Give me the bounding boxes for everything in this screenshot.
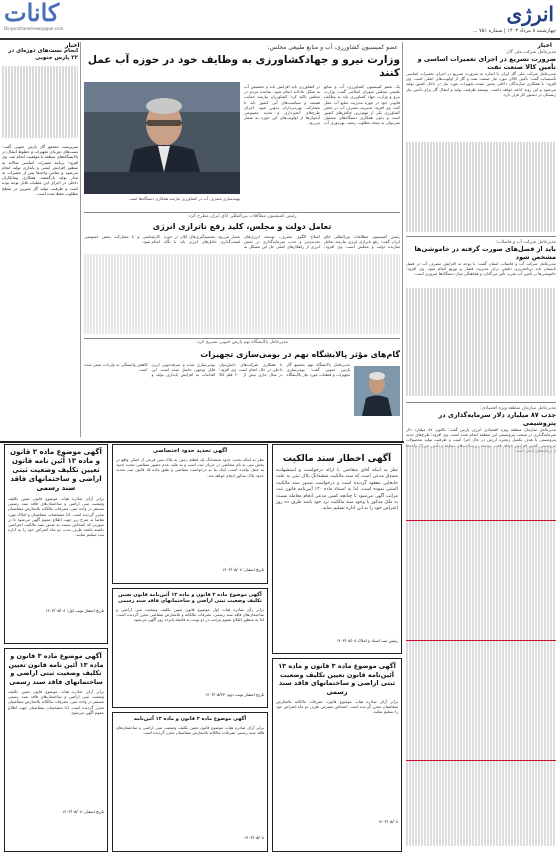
- ad-3-title: آگهی اخطار سند مالکیت: [282, 454, 392, 464]
- ad-3-body: نظر به اینکه آقای متقاضی با ارائه درخواست و استشهادیه مصدق مدعی است که سند مالکیت ششدانگ پلاک ثبتی به علت جابجایی مفقود گردیده است و درخواست صدور سند مالکیت المثنی نموده است، لذا به استناد ماده ۱۲۰ آیین‌نامه قانون ثبت مراتب آگهی می‌شود تا چنانچه کسی مدعی انجام معامله نسبت به ملک مذکور یا وجود سند مالکیت نزد خود باشد ظرف ده روز اعتراض خود را به این اداره تسلیم نماید.: [276, 468, 398, 512]
- ad-4-title: آگهی موضوع ماده ۳ قانون و ماده ۱۳ آئین‌نامه قانون تعیین تکلیف وضعیت ثبتی اراضی و ساختمانهای فاقد سند رسمی: [118, 592, 262, 604]
- ad-1-title: آگهی موضوع ماده ۳ قانون و ماده ۱۳ آئین نامه قانون تعیین تکلیف وضعیت ثبتی اراضی و ساختمانهای فاقد سند رسمی: [10, 448, 102, 492]
- left-col-headline: انجام تست‌های دوره‌ای در ۲۲ پارس جنوبی: [8, 48, 78, 61]
- refinery-photo-figure: [354, 366, 400, 416]
- ad-2: [112, 444, 268, 584]
- section-label-right: اخبار: [537, 42, 552, 49]
- ad-7: [272, 658, 402, 852]
- ad-4: [112, 588, 268, 708]
- ad-6-body: برابر آرای صادره هیات موضوع قانون تعیین تکلیف وضعیت ثبتی اراضی و ساختمان‌های فاقد سند رسمی تصرفات مالکانه بلامعارض متقاضیان محرز گردیده است.: [116, 725, 264, 736]
- refinery-body: مدیرعامل پالایشگاه نهم مجتمع گاز پارس جنوبی گفت: بومی‌سازی تجهیزات و قطعات مورد نیاز پالایشگاه با همکاری شرکت‌های دانش‌بنیان داخلی در حال انجام است. وی افزود: در سال جاری بیش از ۲۰۰ قلم کالا بومی‌سازی شده و صرفه‌جویی ارزی قابل توجهی حاصل شده است. این اقدامات به افزایش پایداری تولید و کاهش وابستگی به واردات منجر شده است.: [84, 362, 350, 378]
- ad-2-body: نظر به اینکه تحدید حدود ششدانگ یک قطعه زمین به پلاک ثبتی فرعی از اصلی واقع در بخش ثبتی به نام متقاضی در جریان ثبت است و به علت عدم حضور متقاضی تحدید حدود به عمل نیامده است، اینک بنا به درخواست متقاضی و طبق ماده ۱۵ قانون ثبت تحدید حدود پلاک مذکور انجام خواهد شد.: [116, 457, 264, 478]
- right-story-1: [406, 50, 556, 140]
- mid-kicker: رئیس کمیسیون مطالعات بین‌المللی اتاق ایران مطرح کرد:: [187, 214, 297, 219]
- right-story-2-headline: باید از فصل‌های صورت گرفته در خاموشی‌ها مشخص شود: [414, 245, 556, 261]
- ad-5-body: برابر آرای صادره هیات موضوع قانون تعیین تکلیف وضعیت ثبتی اراضی و ساختمان‌های فاقد سند رسمی مستقر در واحد ثبتی، تصرفات مالکانه بلامعارض متقاضیان محرز گردیده است. لذا مشخصات متقاضیان جهت اطلاع عموم آگهی می‌شود.: [8, 689, 104, 715]
- ad-3-date: رئیس ثبت اسناد و املاک ۱۴۰۳/۰۵/۰۸: [336, 638, 398, 643]
- right-story-2-body: مدیرعامل شرکت آب و فاضلاب استان گفت: با توجه به افزایش مصرف آب در فصل تابستان باید برنامه‌ریزی دقیقی برای مدیریت فشار و توزیع انجام شود. وی افزود: خاموشی‌ها بر تأمین آب شرب تأثیر می‌گذارد و هماهنگی میان دستگاه‌ها ضروری است.: [406, 261, 556, 277]
- masthead-date-line: چهارشنبه ۸ مرداد ۱۴۰۳ | شماره ۷۵۱ ...: [472, 28, 556, 34]
- refinery-headline: گام‌های مؤثر پالایشگاه نهم در بومی‌سازی تجهیزات: [200, 350, 400, 359]
- left-col-body: سرپرست مجتمع گاز پارس جنوبی گفت: تست‌های دوره‌ای تجهیزات و خطوط انتقال در پالایشگاه‌های منطقه با موفقیت انجام شد. وی افزود: برنامه تعمیرات اساسی سالانه به منظور افزایش ایمنی و پایداری تولید انجام می‌شود و تمامی واحدها پس از تعمیرات به مدار تولید بازگشتند. همکاری پیمانکاران داخلی در اجرای این عملیات قابل توجه بوده است و ظرفیت تولید گاز شیرین در سطح مطلوب حفظ شده است.: [2, 144, 78, 196]
- refinery-photo: [354, 366, 400, 416]
- ad-5: [4, 648, 108, 852]
- right-story-1-headline: ضرورت تسریع در اجرای تعمیرات اساسی و تأمین کالا صنعت نفت: [417, 55, 556, 71]
- mid-body: رئیس کمیسیون مطالعات بین‌المللی اتاق ایران گفت: رفع ناترازی انرژی نیازمند تعامل سازنده دولت و مجلس است. وی افزود: اصلاح الگوی مصرف، توسعه انرژی‌های تجدیدپذیر و جذب سرمایه‌گذاری در بخش انرژی از راهکارهای اصلی حل این مشکل به شمار می‌رود. تصمیم‌گیری‌های کلان در حوزه قیمت‌گذاری حامل‌های انرژی باید با نگاه کارشناسی و با مشارکت بخش خصوصی انجام شود.: [84, 234, 400, 250]
- ad-7-body: برابر آرای صادره هیات موضوع قانون، تصرفات مالکانه بلامعارض متقاضیان محرز گردیده است. اشخاص معترض ظرف دو ماه اعتراض خود را تسلیم نمایند.: [276, 699, 398, 715]
- right-story-3-kicker: مدیرعامل سازمان منطقه ویژه اقتصادی:: [480, 406, 556, 411]
- masthead: [0, 0, 560, 40]
- left-col: [2, 48, 78, 438]
- lead-kicker: عضو کمیسیون کشاورزی، آب و منابع طبیعی مجلس:: [267, 44, 398, 51]
- lead-photo-figure: [84, 82, 240, 194]
- ad-7-date: ۱۴۰۳/۰۵/۰۸: [378, 819, 398, 824]
- right-story-3-body: مدیرعامل سازمان منطقه ویژه اقتصادی انرژی پارس گفت: تاکنون ۸۷ میلیارد دلار سرمایه‌گذاری در صنعت پتروشیمی این منطقه انجام شده است. وی افزود: طرح‌های جدید پتروشیمی با هدف تکمیل زنجیره ارزش در حال اجرا است و ظرفیت تولید محصولات: [406, 427, 556, 443]
- right-col-red-rule-3: [406, 760, 556, 761]
- ad-4-body: برابر رأی صادره هیات اول موضوع قانون تعیین تکلیف وضعیت ثبتی اراضی و ساختمان‌های فاقد سند رسمی، تصرفات مالکانه و بلامعارض متقاضی محرز گردیده است. لذا به منظور اطلاع عموم مراتب در دو نوبت به فاصله پانزده روز آگهی می‌شود.: [116, 607, 264, 623]
- lead-photo-caption: بهینه‌سازی مصرف آب در کشاورزی نیازمند همکاری دستگاه‌ها است: [129, 196, 240, 201]
- ad-5-date: تاریخ انتشار: ۱۴۰۳/۰۵/۰۸: [62, 809, 104, 814]
- ad-3: [272, 444, 402, 654]
- lead-body: یک عضو کمیسیون کشاورزی، آب و منابع طبیعی مجلس شورای اسلامی گفت: وزارت نیرو و وزارت جهاد کشاورزی باید به وظایف قانونی خود در حوزه مدیریت منابع آب عمل کنند. وی افزود: مدیریت مصرف آب در بخش کشاورزی یکی از مهم‌ترین چالش‌های کشور است و بدون همکاری دستگاه‌های مسئول نمی‌توان به نتیجه مطلوب رسید. بهره‌وری آب در کشاورزی باید افزایش یابد و تخصیص آب به شکل عادلانه انجام شود. نماینده مردم در مجلس تاکید کرد: کشاورزان نیازمند حمایت هستند و سیاست‌های آبی کشور باید با مشارکت بهره‌برداران تدوین شود. اجرای طرح‌های آبخیزداری و تغذیه مصنوعی آبخوان‌ها از اولویت‌های این حوزه به شمار می‌رود.: [244, 84, 400, 126]
- ad-5-title: آگهی موضوع ماده ۳ قانون و ماده ۱۳ آئین نامه قانون تعیین تکلیف وضعیت ثبتی اراضی و ساختمانهای فاقد سند رسمی: [8, 652, 104, 686]
- ad-6: [112, 712, 268, 852]
- ad-1: [4, 444, 108, 644]
- logo-left: [4, 0, 94, 34]
- right-story-2: [406, 240, 556, 400]
- ad-1-body: برابر آرای صادره هیات موضوع قانون تعیین تکلیف وضعیت ثبتی اراضی و ساختمان‌های فاقد سند رسمی مستقر در واحد ثبتی، تصرفات مالکانه بلامعارض متقاضیان محرز گردیده است. لذا مشخصات متقاضیان و املاک مورد تقاضا به شرح زیر جهت اطلاع عموم آگهی می‌شود تا در صورتی که اشخاص نسبت به صدور سند مالکیت اعتراضی داشته باشند ظرف مدت دو ماه اعتراض خود را به اداره ثبت تسلیم نمایند.: [8, 496, 104, 538]
- logo-left-url: Dinyar.khanetnewspaper.com: [4, 26, 64, 31]
- right-story-1-body: مدیرعامل شرکت ملی گاز ایران با اشاره به ضرورت تسریع در اجرای تعمیرات اساسی تأسیسات گفت: تأمین کالای مورد نیاز صنعت نفت و گاز از اولویت‌های اصلی است. وی افزود: با همکاری سازندگان داخلی بخش عمده تجهیزات مورد نیاز در داخل کشور تولید می‌شود و این روند ادامه خواهد داشت. توسعه ظرفیت تولید و انتقال گاز برای تأمین نیاز زمستان در دستور کار قرار دارد.: [406, 71, 556, 97]
- right-story-2-kicker: مدیرعامل شرکت آب و فاضلاب:: [495, 240, 556, 245]
- right-col-red-rule: [406, 520, 556, 521]
- logo-right-text: انرژی: [506, 2, 554, 26]
- lead-headline: وزارت نیرو و جهادکشاورزی به وظایف خود در حوزه آب عمل کنند: [87, 54, 400, 79]
- right-story-1-kicker: مدیرعامل شرکت ملی گاز:: [505, 50, 556, 55]
- lead-photo: [84, 82, 240, 194]
- ad-6-date: ۱۴۰۳/۰۵/۰۸: [244, 835, 264, 840]
- right-col-red-rule-2: [406, 640, 556, 641]
- ad-2-date: تاریخ انتشار: ۱۴۰۳/۰۵/۰۸: [222, 567, 264, 572]
- ad-7-title: آگهی موضوع ماده ۳ قانون و ماده ۱۳ آئین‌نامه قانون تعیین تکلیف وضعیت ثبتی اراضی و ساختمانهای فاقد سند رسمی: [278, 662, 396, 696]
- logo-left-text: کانات: [4, 0, 60, 27]
- ad-4-date: تاریخ انتشار نوبت دوم: ۱۴۰۳/۰۵/۲۳: [205, 692, 264, 697]
- logo-right: [464, 2, 554, 26]
- ad-6-title: آگهی موضوع ماده ۳ قانون و ماده ۱۳ آئین‌نامه: [133, 716, 247, 722]
- ad-2-title: آگهی تحدید حدود اختصاصی: [152, 448, 228, 454]
- ad-1-date: تاریخ انتشار نوبت اول: ۱۴۰۳/۰۵/۰۸: [45, 608, 104, 613]
- section-label-left: اخبار: [65, 42, 80, 49]
- mid-headline: تعامل دولت و مجلس، کلید رفع ناترازی انرژی: [152, 222, 332, 231]
- right-story-3: [406, 406, 556, 444]
- right-story-3-headline: جذب ۸۷ میلیارد دلار سرمایه‌گذاری در پتروشیمی: [438, 411, 556, 427]
- refinery-kicker: مدیرعامل پالایشگاه نهم پارس جنوبی تشریح کرد:: [196, 340, 288, 345]
